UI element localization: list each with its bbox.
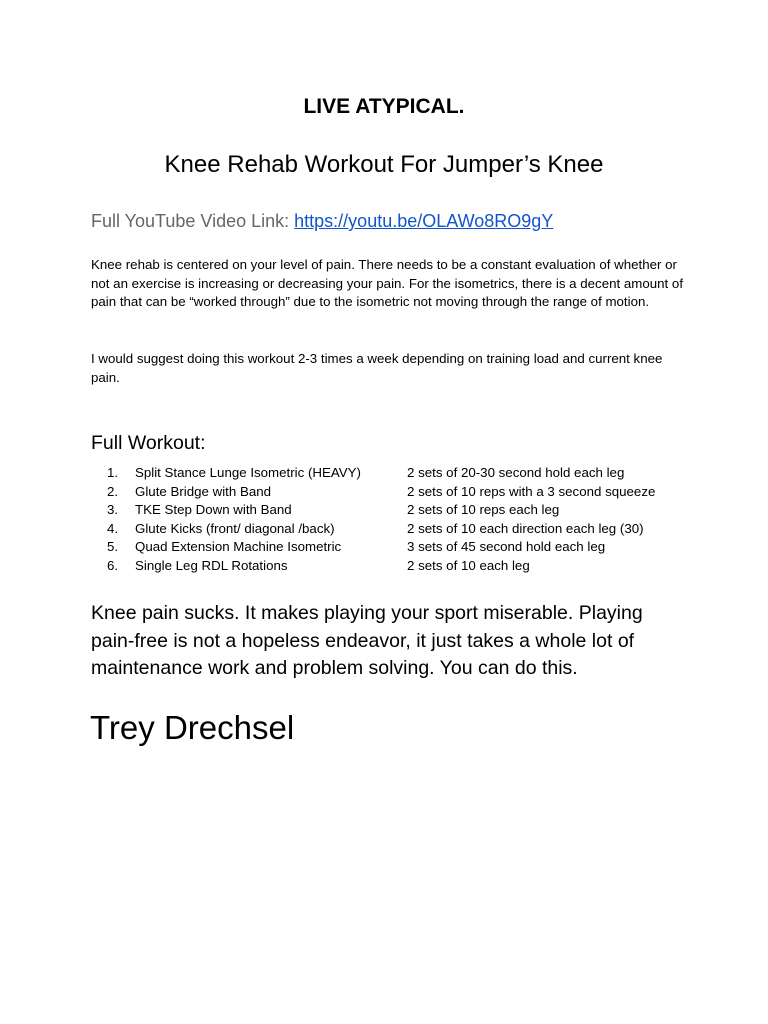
- workout-item: [107, 483, 687, 502]
- workout-item-exercise: TKE Step Down with Band: [135, 502, 292, 518]
- workout-item-exercise: Glute Bridge with Band: [135, 483, 272, 499]
- intro-paragraph: Knee rehab is centered on your level of pain. There needs to be a constant evaluation of whether or not an exercise is increasing or decreasing your pain. For the isometrics, there is a decent amount of pain that can be “worked through” due to the isometric not moving through the range of motion.: [91, 257, 684, 310]
- workout-item-number: 5.: [107, 539, 119, 555]
- workout-item: [107, 538, 687, 557]
- document-title: Knee Rehab Workout For Jumper’s Knee: [164, 151, 604, 178]
- author-signature: Trey Drechsel: [90, 709, 295, 746]
- workout-item-exercise: Single Leg RDL Rotations: [135, 557, 288, 573]
- workout-item-exercise: Quad Extension Machine Isometric: [135, 539, 342, 555]
- workout-item-sets: 2 sets of 20-30 second hold each leg: [407, 465, 625, 480]
- workout-item-sets: 2 sets of 10 each direction each leg (30): [407, 520, 644, 536]
- workout-item: [107, 464, 687, 483]
- workout-item-sets: 2 sets of 10 reps with a 3 second squeeze: [407, 483, 656, 499]
- workout-item-number: 3.: [107, 502, 119, 518]
- workout-list: [107, 464, 687, 576]
- workout-item-number: 1.: [107, 465, 119, 480]
- workout-item-sets: 3 sets of 45 second hold each leg: [407, 539, 606, 555]
- frequency-paragraph: I would suggest doing this workout 2-3 times a week depending on training load and current knee pain.: [91, 351, 663, 385]
- video-link-label: Full YouTube Video Link:: [91, 211, 295, 231]
- workout-item: [107, 557, 687, 576]
- workout-item: [107, 520, 687, 539]
- video-link-line: [91, 209, 553, 233]
- workout-item-exercise: Split Stance Lunge Isometric (HEAVY): [135, 465, 361, 480]
- workout-item-number: 4.: [107, 520, 119, 536]
- workout-item-number: 2.: [107, 483, 119, 499]
- brand-heading: LIVE ATYPICAL.: [303, 95, 465, 118]
- workout-item-exercise: Glute Kicks (front/ diagonal /back): [135, 520, 335, 536]
- workout-item-sets: 2 sets of 10 each leg: [407, 557, 530, 573]
- workout-item-number: 6.: [107, 557, 119, 573]
- closing-paragraph: Knee pain sucks. It makes playing your sport miserable. Playing pain-free is not a hopeless endeavor, it just takes a whole lot of maintenance work and problem solving. You can do this.: [91, 602, 643, 679]
- workout-heading: Full Workout:: [91, 432, 206, 454]
- youtube-link[interactable]: https://youtu.be/OLAWo8RO9gY: [294, 211, 554, 231]
- workout-item-sets: 2 sets of 10 reps each leg: [407, 502, 560, 518]
- workout-item: [107, 501, 687, 520]
